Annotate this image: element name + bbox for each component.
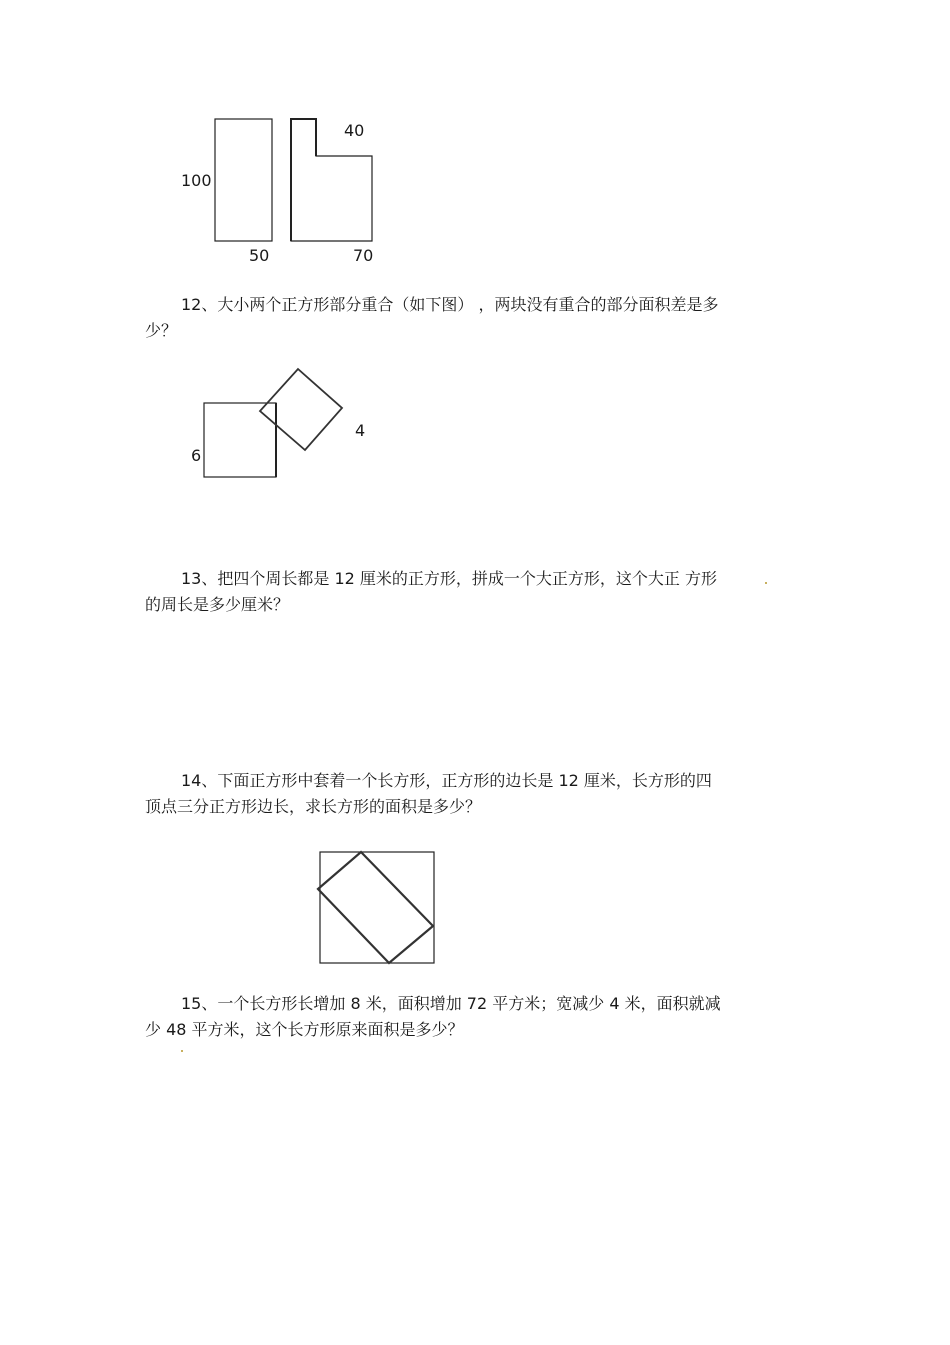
question-12-line-2: 少？ (145, 321, 178, 340)
question-12 (145, 292, 810, 344)
question-12-line-1: 12、大小两个正方形部分重合（如下图） ，两块没有重合的部分面积差是多 (181, 295, 719, 314)
rectangle-left (215, 119, 272, 241)
width-label-left: 50 (249, 246, 270, 265)
height-label: 100 (181, 171, 212, 190)
question-14 (145, 768, 810, 820)
speck-mark-2 (181, 1050, 183, 1052)
question-14-line-1: 14、下面正方形中套着一个长方形，正方形的边长是 12 厘米，长方形的四 (181, 771, 712, 790)
small-square-side-label: 4 (355, 421, 366, 440)
question-13-line-2: 的周长是多少厘米？ (145, 595, 290, 614)
speck-mark (765, 582, 767, 584)
width-label-right: 70 (353, 246, 374, 265)
top-label-right: 40 (344, 121, 365, 140)
question-13 (145, 566, 810, 618)
question-13-line-1: 13、把四个周长都是 12 厘米的正方形，拼成一个大正方形，这个大正 方形 (181, 569, 717, 588)
question-14-line-2: 顶点三分正方形边长，求长方形的面积是多少？ (145, 797, 482, 816)
question-15-line-2: 少 48 平方米，这个长方形原来面积是多少？ (145, 1020, 464, 1039)
question-15-line-1: 15、一个长方形长增加 8 米，面积增加 72 平方米；宽减少 4 米，面积就减 (181, 994, 721, 1013)
question-15 (145, 991, 810, 1043)
large-square-side-label: 6 (191, 446, 202, 465)
